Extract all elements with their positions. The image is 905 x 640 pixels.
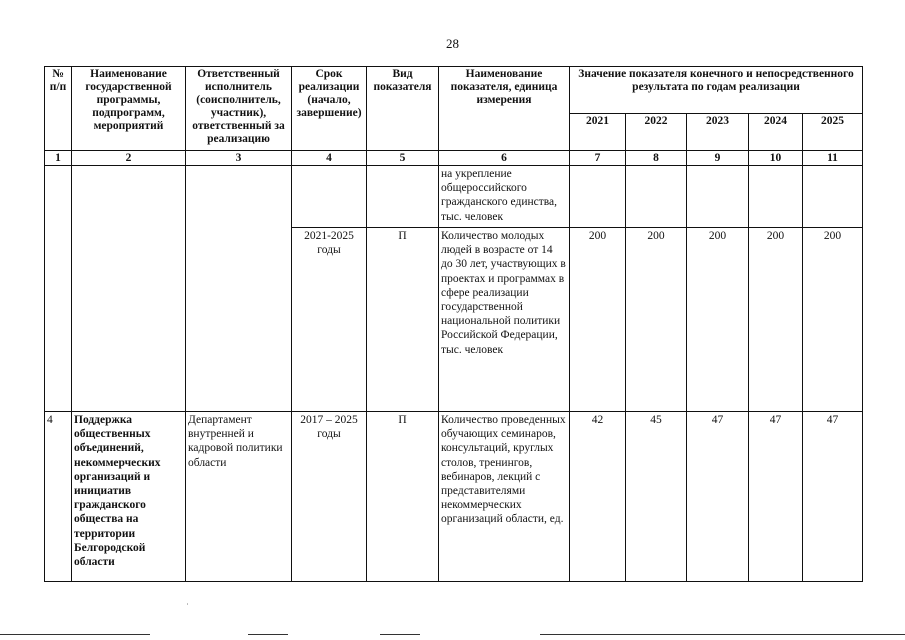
column-index-row: [45, 151, 863, 166]
column-index: 4: [292, 151, 367, 166]
row-name: Поддержка общественных объединений, некоммерческих организаций и инициатив гражданского общества на территории Белгородской области: [72, 412, 186, 582]
header-values: Значение показателя конечного и непосредственного результата по годам реализации: [570, 67, 863, 114]
scan-edge-lines: [0, 634, 905, 636]
column-index: 2: [72, 151, 186, 166]
column-index: 9: [687, 151, 749, 166]
row-value: 200: [803, 228, 863, 412]
header-year: 2025: [803, 114, 863, 151]
column-index: 6: [439, 151, 570, 166]
row-value: 200: [687, 228, 749, 412]
row-value: 47: [749, 412, 803, 582]
page-number: 28: [446, 36, 459, 51]
row-term: 2017 – 2025 годы: [292, 412, 367, 582]
row-name: [72, 166, 186, 412]
header-responsible: Ответственный исполнитель (соисполнитель, участник), ответственный за реализацию: [186, 67, 292, 151]
row-value: 47: [803, 412, 863, 582]
header-num: № п/п: [45, 67, 72, 151]
header-year: 2023: [687, 114, 749, 151]
column-index: 10: [749, 151, 803, 166]
header-term: Срок реализации (начало, завершение): [292, 67, 367, 151]
header-row: [45, 67, 863, 114]
row-term: 2021-2025 годы: [292, 228, 367, 412]
header-year: 2024: [749, 114, 803, 151]
table-row: [45, 166, 863, 228]
row-term: [292, 166, 367, 228]
row-value: 42: [570, 412, 626, 582]
indicator-table: [44, 66, 863, 582]
row-value: 47: [687, 412, 749, 582]
row-value: [626, 166, 687, 228]
row-responsible: [186, 166, 292, 412]
header-indicator: Наименование показателя, единица измерения: [439, 67, 570, 151]
column-index: 3: [186, 151, 292, 166]
scan-mark: ˙: [186, 602, 189, 612]
table-row: [45, 412, 863, 582]
row-indicator: Количество молодых людей в возрасте от 14 до 30 лет, участвующих в проектах и программах в сфере реализации государственной национальной политики Российской Федерации, тыс. человек: [439, 228, 570, 412]
column-index: 8: [626, 151, 687, 166]
row-indicator: Количество проведенных обучающих семинаров, консультаций, круглых столов, тренингов, вебинаров, лекций с представителями некоммерческих организаций области, ед.: [439, 412, 570, 582]
row-value: 45: [626, 412, 687, 582]
row-type: П: [367, 228, 439, 412]
row-value: [687, 166, 749, 228]
row-responsible: Департамент внутренней и кадровой политики области: [186, 412, 292, 582]
header-name: Наименование государственной программы, подпрограмм, мероприятий: [72, 67, 186, 151]
row-num: 4: [45, 412, 72, 582]
row-indicator: на укрепление общероссийского гражданского единства, тыс. человек: [439, 166, 570, 228]
row-value: [803, 166, 863, 228]
row-value: 200: [749, 228, 803, 412]
row-type: [367, 166, 439, 228]
header-year: 2022: [626, 114, 687, 151]
row-value: [749, 166, 803, 228]
row-type: П: [367, 412, 439, 582]
row-value: [570, 166, 626, 228]
column-index: 7: [570, 151, 626, 166]
column-index: 1: [45, 151, 72, 166]
row-value: 200: [626, 228, 687, 412]
column-index: 11: [803, 151, 863, 166]
row-num: [45, 166, 72, 412]
header-type: Вид показателя: [367, 67, 439, 151]
row-value: 200: [570, 228, 626, 412]
header-year: 2021: [570, 114, 626, 151]
column-index: 5: [367, 151, 439, 166]
